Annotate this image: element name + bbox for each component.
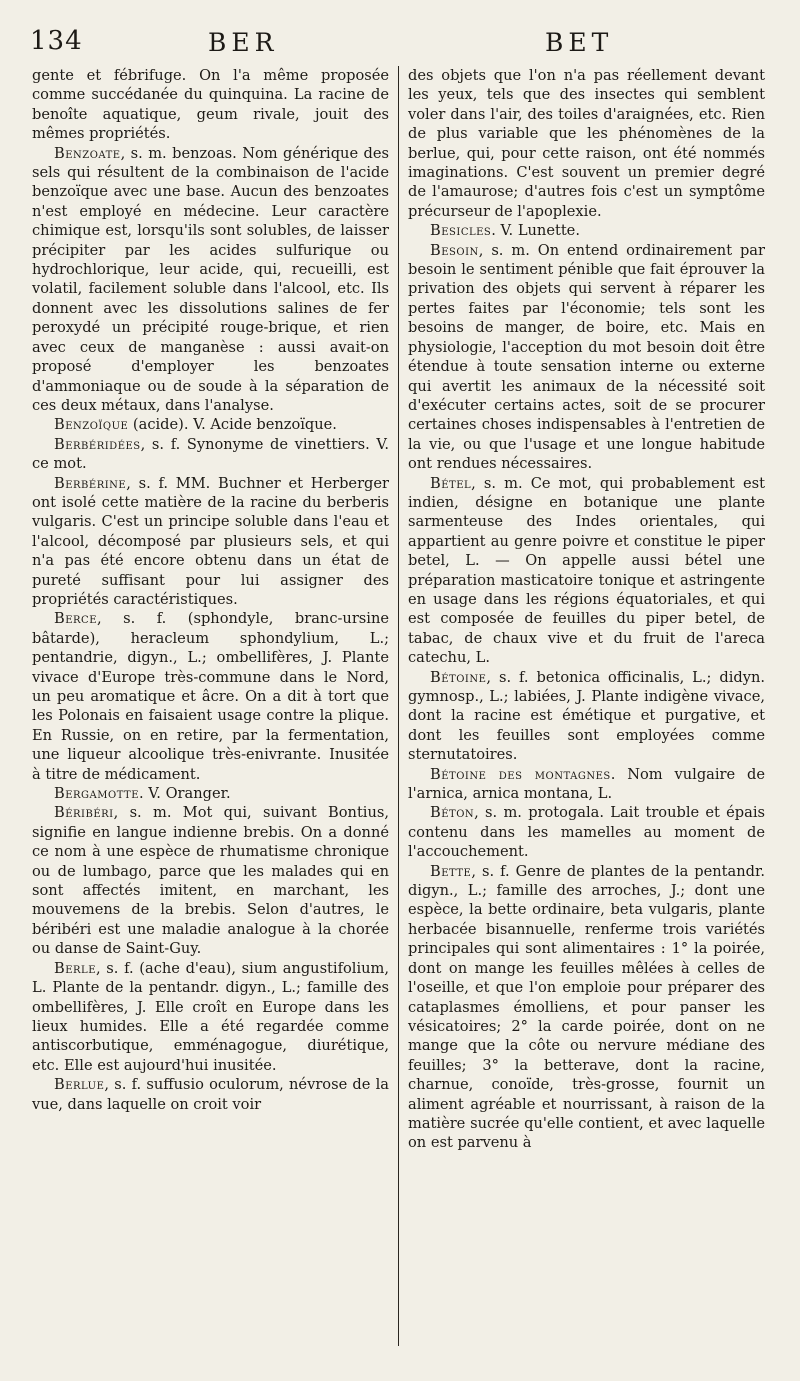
entry-term: Berlue [54,1076,105,1094]
entry-benzoique: Benzoïque (acide). V. Acide benzoïque. [54,416,337,434]
right-column [408,66,765,1153]
entry-betel: Bétel, s. m. Ce mot, qui probablement est indien, désigne en botanique une plante sarmenteuse des Indes orientales, qui appartient au genre poivre et constitue le piper betel, L. — On appelle aussi bétel une préparation masticatoire tonique et astringente en usage dans les régions équatoriales, et qui est composée de feuilles du piper betel, de tabac, de chaux vive et du fruit de l'areca catechu, L. [408,474,765,667]
entry-term: Béribéri [54,804,114,822]
continuation-paragraph: gente et fébrifuge. On l'a même proposée comme succédanée du quinquina. La racine de benoîte aquatique, geum rivale, jouit des mêmes propriétés. [32,67,389,143]
entry-betoine: Bétoine, s. f. betonica officinalis, L.; didyn. gymnosp., L.; labiées, J. Plante indigène vivace, dont la racine est émétique et purgative, et dont les feuilles sont employées comme sternutatoires. [408,668,765,764]
entry-term: Besoin [430,241,479,259]
entry-bette: Bette, s. f. Genre de plantes de la pentandr. digyn., L.; famille des arroches, J.; dont une espèce, la bette ordinaire, beta vulgaris, plante herbacée bisannuelle, renferme trois variétés principales qui sont alimentaires : 1° la poirée, dont on mange les feuilles mêlées à celles de l'oseille, et que l'on emploie pour préparer des cataplasmes émolliens, et pour panser les vésicatoires; 2° la carde poirée, dont on ne mange que la côte ou nervure médiane des feuilles; 3° la betterave, dont la racine, charnue, conoïde, très-grosse, fournit un aliment agréable et nourrissant, à raison de la matière sucrée qu'elle contient, et avec laquelle on est parvenu à [408,862,765,1152]
entry-term: Béton [430,804,475,822]
entry-besoin: Besoin, s. m. On entend ordinairement par besoin le sentiment pénible que fait éprouver la privation des objets qui servent à réparer les pertes faites par l'économie; tels sont les besoins de manger, de boire, etc. Mais en physiologie, l'acception du mot besoin doit être étendue à toute sensation interne ou externe qui avertit les animaux de la nécessité soit d'exécuter certains actes, soit de se procurer certaines choses indispensables à l'entretien de la vie, ou que l'usage et une longue habitude ont rendues nécessaires. [408,241,765,473]
running-head-left: BER [208,28,279,57]
entry-berce: Berce, s. f. (sphondyle, branc-ursine bâtarde), heracleum sphondylium, L.; pentandrie, digyn., L.; ombellifères, J. Plante vivace d'Europe très-commune dans le Nord, un peu aromatique et âcre. On a dit à tort que les Polonais en faisaient usage contre la plique. En Russie, on en retire, par la fermentation, une liqueur alcoolique très-enivrante. Inusitée à titre de médicament. [32,610,389,783]
entry-berle: Berle, s. f. (ache d'eau), sium angustifolium, L. Plante de la pentandr. digyn., L.; famille des ombellifères, J. Elle croît en Europe dans les lieux humides. Elle a été regardée comme antiscorbutique, emménagogue, diurétique, etc. Elle est aujourd'hui inusitée. [32,959,389,1074]
entry-term: Berce [54,610,98,628]
entry-term: Berbéridées [54,435,141,453]
entry-beriberi: Béribéri, s. m. Mot qui, suivant Bontius, signifie en langue indienne brebis. On a donné ce nom à une espèce de rhumatisme chronique ou de lumbago, parce que les malades qui en sont affectés imitent, en marchant, les mouvemens de la brebis. Selon d'autres, le béribéri est une maladie analogue à la chorée ou danse de Saint-Guy. [32,804,389,958]
entry-term: Bétoine [430,668,487,686]
page-header [30,22,770,62]
entry-term: Benzoate [54,144,121,162]
page-number: 134 [30,26,83,56]
continuation-paragraph: des objets que l'on n'a pas réellement devant les yeux, tels que des insectes qui semblent voler dans l'air, des toiles d'araignées, etc. Rien de plus variable que les phénomènes de la berlue, qui, pour cette raison, ont été nommés imaginations. C'est souvent un premier degré de l'amaurose; d'autres fois c'est un symptôme précurseur de l'apoplexie. [408,67,765,220]
entry-betoine-des-montagnes: Bétoine des montagnes. Nom vulgaire de l'arnica, arnica montana, L. [408,765,765,803]
entry-term: Bétel [430,474,472,492]
entry-benzoate: Benzoate, s. m. benzoas. Nom générique des sels qui résultent de la combinaison de l'acide benzoïque avec une base. Aucun des benzoates n'est employé en médecine. Leur caractère chimique est, lorsqu'ils sont solubles, de laisser précipiter par les acides sulfurique ou hydrochlorique, leur acide, qui, recueilli, est volatil, facilement soluble dans l'alcool, etc. Ils donnent avec les dissolutions salines de fer peroxydé un précipité rouge-brique, et rien avec ceux de manganèse : aussi avait-on proposé d'employer les benzoates d'ammoniaque ou de soude à la séparation de ces deux métaux, dans l'analyse. [32,144,389,414]
column-divider [398,66,399,1346]
entry-berlue: Berlue, s. f. suffusio oculorum, névrose de la vue, dans laquelle on croit voir [32,1076,389,1113]
entry-berberine: Berbérine, s. f. MM. Buchner et Herberger ont isolé cette matière de la racine du berberis vulgaris. C'est un principe soluble dans l'eau et l'alcool, décomposé par plusieurs sels, et qui n'a pas été encore obtenu dans un état de pureté suffisant pour lui assigner des propriétés caractéristiques. [32,474,389,608]
entry-term: Berle [54,959,96,977]
running-head-right: BET [545,28,614,57]
entry-term: Bette [430,862,472,880]
entry-term: Berbérine [54,474,127,492]
entry-term: Besicles [430,222,492,240]
entry-bergamotte: Bergamotte. V. Oranger. [54,785,231,803]
left-column [32,66,389,1114]
entry-besicles: Besicles. V. Lunette. [430,222,580,240]
entry-term: Benzoïque [54,416,129,434]
entry-berberidees: Berbéridées, s. f. Synonyme de vinettiers. V. ce mot. [32,435,389,473]
entry-beton: Béton, s. m. protogala. Lait trouble et épais contenu dans les mamelles au moment de l'accouchement. [408,804,765,861]
entry-term: Bergamotte [54,785,140,803]
entry-term: Bétoine des montagnes [430,765,611,783]
